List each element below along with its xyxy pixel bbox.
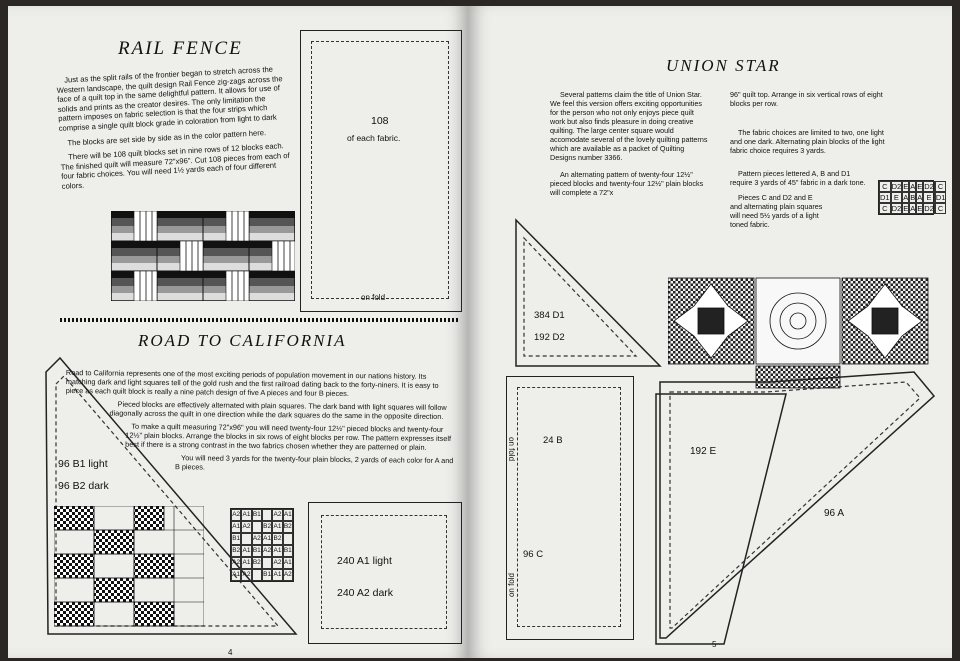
block-grid-cell: A1 — [262, 533, 272, 545]
left-page-number: 4 — [228, 648, 233, 657]
a2-label: 240 A2 dark — [337, 587, 394, 599]
star-grid-cell: E — [903, 182, 909, 191]
rail-fence-paragraph-1: Just as the split rails of the frontier began to stretch across the Western landscape, the quilt design Rail Fence zig-zags across the face of a quilt top in the same delightful pattern. It allows for use of solids and prints as the creator desires. The only limitation the pattern imposes on fabric selection is that the four strips which comprise a single quilt block grade in coloration from light to dark — [56, 64, 283, 133]
right-page — [468, 6, 952, 658]
star-grid-cell: E — [903, 204, 909, 213]
star-grid-cell: C — [879, 203, 891, 214]
b-c-piece-template-dashed-outline — [517, 387, 621, 627]
e-label: 192 E — [690, 446, 717, 457]
block-grid-cell: A2 — [283, 569, 293, 581]
star-grid-cell: D2 — [924, 182, 934, 191]
star-grid-cell: D1 — [880, 193, 890, 202]
block-grid-cell: B1 — [231, 533, 241, 545]
block-grid-cell — [252, 569, 262, 581]
rail-fence-template — [300, 30, 462, 312]
block-grid-cell: B2 — [262, 521, 272, 533]
star-grid-cell: A — [917, 193, 923, 202]
star-grid-cell: B — [910, 193, 916, 202]
block-grid-cell — [283, 533, 293, 545]
star-grid-cell: A — [903, 193, 909, 202]
left-page — [8, 6, 468, 658]
rail-fence-template-text: of each fabric. — [347, 133, 401, 143]
union-star-paragraph-2: An alternating pattern of twenty-four 12½" pieced blocks and twenty-four 12½" plain blocks will complete a 72"x — [550, 170, 704, 197]
star-grid-cell: C — [935, 203, 947, 214]
block-grid-cell: A2 — [252, 533, 262, 545]
block-grid-cell: A1 — [231, 569, 241, 581]
block-grid-cell: B2 — [283, 521, 293, 533]
block-grid-cell: B1 — [283, 545, 293, 557]
star-grid-cell: A — [910, 204, 916, 213]
star-grid-cell: D2 — [891, 182, 902, 191]
star-grid-cell: E — [917, 204, 923, 213]
a-label: 96 A — [824, 508, 845, 519]
d1-label: 384 D1 — [534, 310, 565, 321]
road-to-california-text — [65, 368, 458, 474]
rail-fence-template-dashed-outline — [311, 41, 449, 299]
right-page-number: 5 — [712, 640, 717, 649]
a1-label: 240 A1 light — [337, 555, 392, 567]
block-grid-cell: A2 — [262, 545, 272, 557]
block-grid-cell — [262, 509, 272, 521]
union-star-text-right — [730, 90, 890, 229]
b-c-piece-template — [506, 376, 634, 640]
block-grid-cell: A2 — [241, 569, 251, 581]
rail-fence-fold-label: on fold — [361, 293, 386, 302]
block-grid-cell — [252, 521, 262, 533]
road-to-california-paragraph-4: You will need 3 yards for the twenty-four plain blocks, 2 yards of each color for A and B pieces. — [174, 453, 454, 472]
d2-label: 192 D2 — [534, 332, 565, 343]
block-grid-cell: B1 — [262, 569, 272, 581]
fold-label-c: on fold — [507, 573, 516, 598]
fold-label-b: on fold — [507, 437, 516, 462]
block-grid-cell: A1 — [231, 521, 241, 533]
a-piece-template — [308, 502, 462, 644]
a-e-piece-template — [654, 368, 944, 648]
union-star-title: UNION STAR — [666, 56, 781, 75]
star-grid-cell: A — [910, 182, 916, 191]
union-star-paragraph-3: 96" quilt top. Arrange in six vertical rows of eight blocks per row. — [730, 90, 883, 108]
block-grid-cell: A1 — [272, 521, 282, 533]
a-piece-template-dashed-outline — [321, 515, 447, 629]
block-grid-cell — [241, 533, 251, 545]
union-star-text-left — [550, 90, 708, 197]
block-grid-cell: A2 — [272, 509, 282, 521]
union-star-paragraph-6: Pieces C and D2 and E and alternating plain squares will need 5½ yards of a light toned fabric. — [730, 193, 823, 229]
rail-fence-quilt-illustration — [111, 211, 295, 301]
road-to-california-block-diagram — [230, 508, 294, 582]
road-to-california-paragraph-1: Road to California represents one of the most exciting periods of population movement in our nations history. Its matching dark and light squares tell of the gold rush and the first railroad dating back to the forty-niners. It is easy to piece as each quilt block is really a nine patch design of five A pieces and four B pieces. — [65, 368, 439, 398]
star-grid-cell: C — [935, 181, 947, 192]
star-grid — [878, 180, 946, 215]
rail-fence-paragraph-3: There will be 108 quilt blocks set in nine rows of 12 blocks each. The finished quilt will measure 72"x96". Cut 108 pieces from each of four fabric choices. You will need 1½ yards each of four different colors. — [60, 141, 290, 191]
road-to-california-title: ROAD TO CALIFORNIA — [138, 331, 347, 350]
star-grid-cell: E — [891, 192, 903, 203]
rail-fence-template-count: 108 — [371, 115, 389, 127]
union-star-paragraph-1: Several patterns claim the title of Union Star. We feel this version offers exciting opportunities for the person who not only enjoys piece quilt work but also finds pleasure in doing creative quilting. The large center square would accomodate several of the lovely quilting patterns which are available as a packet of Quilting Designs number 3366. — [550, 90, 708, 162]
block-grid-cell: A2 — [272, 557, 282, 569]
block-grid-cell: A2 — [231, 509, 241, 521]
block-grid-cell: B1 — [252, 545, 262, 557]
union-star-block-diagram — [878, 180, 946, 215]
star-grid-cell: D1 — [935, 193, 946, 202]
star-grid-cell: E — [923, 192, 935, 203]
block-grid-cell: B2 — [231, 545, 241, 557]
b1-label: 96 B1 light — [58, 458, 108, 470]
block-grid-cell: B2 — [252, 557, 262, 569]
b-label: 24 B — [543, 435, 563, 446]
union-star-paragraph-4: The fabric choices are limited to two, one light and one dark. Alternating plain blocks of the light fabric choice requires 3 yards. — [730, 128, 885, 155]
union-star-paragraph-5: Pattern pieces lettered A, B and D1 require 3 yards of 45" fabric in a dark tone. — [730, 169, 866, 187]
star-grid-cell: D2 — [891, 204, 902, 213]
rail-fence-title: RAIL FENCE — [118, 38, 243, 59]
block-grid — [230, 508, 294, 582]
block-grid-cell: A2 — [231, 557, 241, 569]
star-grid-cell: E — [917, 182, 923, 191]
road-to-california-paragraph-3: To make a quilt measuring 72"x96" you will need twenty-four 12½" pieced blocks and twenty-four 12½" plain blocks. Arrange the blocks in six rows of eight blocks per row. The pattern expresses itself best if there is a strong contrast in the two fabrics chosen whether they are patterned or plain. — [125, 421, 452, 452]
block-grid-cell: A1 — [241, 545, 251, 557]
block-grid-cell: A1 — [272, 545, 282, 557]
d-piece-template — [506, 216, 666, 368]
block-grid-cell: A2 — [241, 521, 251, 533]
block-grid-cell: A1 — [283, 509, 293, 521]
rail-fence-paragraph-2: The blocks are set side by side as in the color pattern here. — [67, 127, 267, 148]
block-grid-cell: B2 — [272, 533, 282, 545]
block-grid-cell: A1 — [272, 569, 282, 581]
b2-label: 96 B2 dark — [58, 480, 109, 492]
block-grid-cell — [262, 557, 272, 569]
road-to-california-quilt-illustration — [54, 506, 204, 628]
block-grid-cell: A1 — [241, 557, 251, 569]
section-divider — [60, 318, 460, 322]
star-grid-cell: C — [879, 181, 891, 192]
rail-fence-text — [56, 64, 294, 192]
block-grid-cell: A1 — [283, 557, 293, 569]
block-grid-cell: A1 — [241, 509, 251, 521]
block-grid-cell: B1 — [252, 509, 262, 521]
c-label: 96 C — [523, 549, 544, 560]
star-grid-cell: D2 — [924, 204, 934, 213]
road-to-california-paragraph-2: Pieced blocks are effectively alternated with plain squares. The dark band with light squares will follow diagonally across the quilt in one direction while the dark squares do the same in the opposite direction. — [109, 399, 447, 421]
